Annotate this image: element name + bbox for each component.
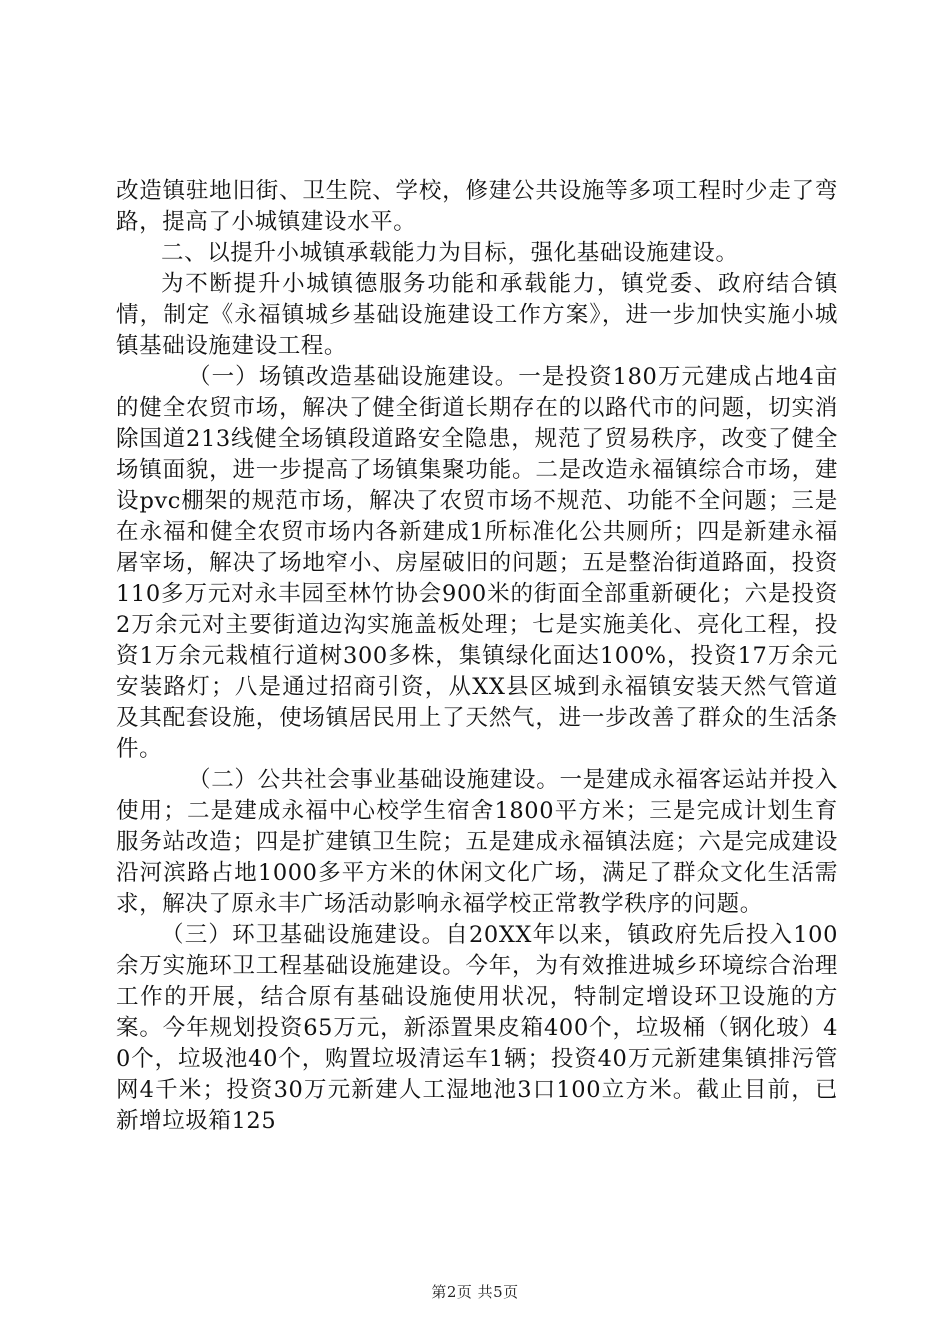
paragraph-town-infrastructure: （一）场镇改造基础设施建设。一是投资180万元建成占地4亩的健全农贸市场，解决了健全街道长期存在的以路代市的问题，切实消除国道213线健全场镇段道路安全隐患，规范了贸易秩序，改变了健全场镇面貌，进一步提高了场镇集聚功能。二是改造永福镇综合市场，建设pvc棚架的规范市场，解决了农贸市场不规范、功能不全问题；三是在永福和健全农贸市场内各新建成1所标准化公共厕所；四是新建永福屠宰场，解决了场地窄小、房屋破旧的问题；五是整治街道路面，投资110多万元对永丰园至林竹协会900米的街面全部重新硬化；六是投资2万余元对主要街道边沟实施盖板处理；七是实施美化、亮化工程，投资1万余元栽植行道树300多株，集镇绿化面达100%，投资17万余元安装路灯；八是通过招商引资，从XX县区城到永福镇安装天然气管道及其配套设施，使场镇居民用上了天然气，进一步改善了群众的生活条件。	[116, 364, 838, 762]
paragraph-sanitation: （三）环卫基础设施建设。自20XX年以来，镇政府先后投入100余万实施环卫工程基础设施建设。今年，为有效推进城乡环境综合治理工作的开展，结合原有基础设施使用状况，特制定增设环卫设施的方案。今年规划投资65万元，新添置果皮箱400个，垃圾桶（钢化玻）40个，垃圾池40个，购置垃圾清运车1辆；投资40万元新建集镇排污管网4千米；投资30万元新建人工湿地池3口100立方米。截止目前，已新增垃圾箱125	[116, 922, 838, 1134]
paragraph-continuation: 改造镇驻地旧街、卫生院、学校，修建公共设施等多项工程时少走了弯路，提高了小城镇建设水平。	[116, 178, 838, 235]
paragraph-intro: 为不断提升小城镇德服务功能和承载能力，镇党委、政府结合镇情，制定《永福镇城乡基础设施建设工作方案》，进一步加快实施小城镇基础设施建设工程。	[116, 271, 838, 359]
paragraph-public-facilities: （二）公共社会事业基础设施建设。一是建成永福客运站并投入使用；二是建成永福中心校学生宿舍1800平方米；三是完成计划生育服务站改造；四是扩建镇卫生院；五是建成永福镇法庭；六是完成建设沿河滨路占地1000多平方米的休闲文化广场，满足了群众文化生活需求，解决了原永丰广场活动影响永福学校正常教学秩序的问题。	[116, 767, 838, 917]
page-number-footer: 第2页 共5页	[431, 1283, 519, 1301]
section-heading-2: 二、以提升小城镇承载能力为目标，强化基础设施建设。	[161, 240, 739, 266]
document-body	[116, 176, 838, 1137]
